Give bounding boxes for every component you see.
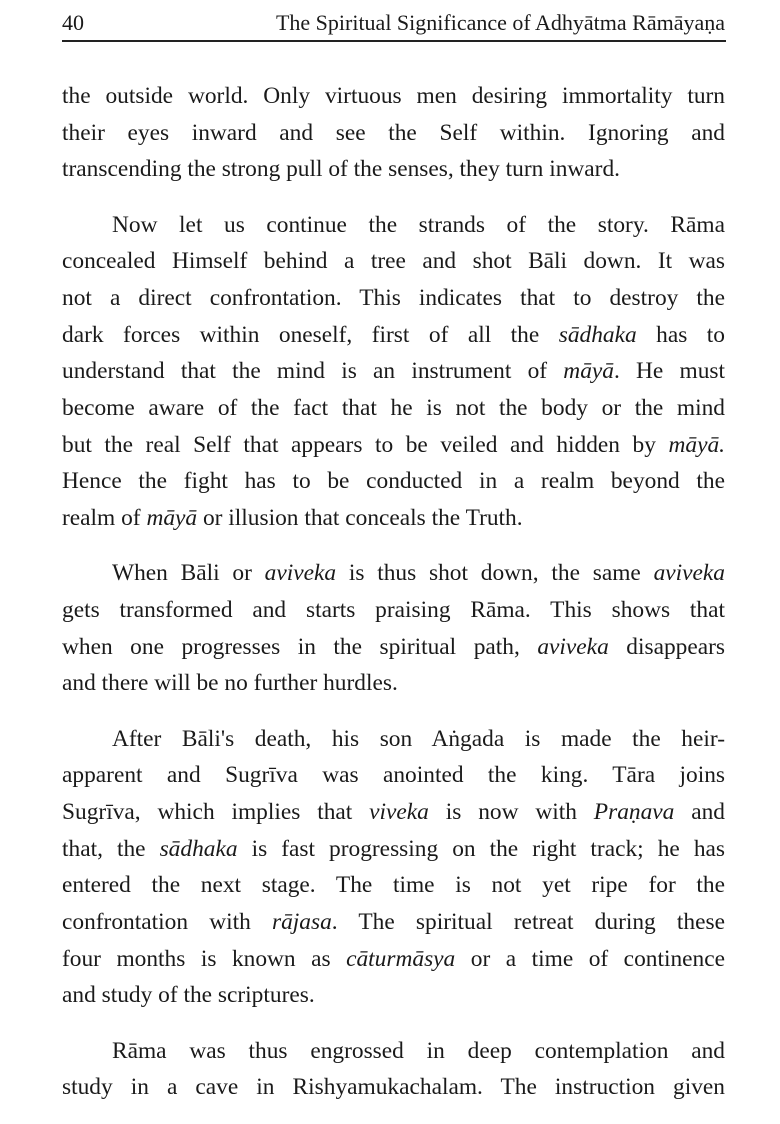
text-line <box>62 721 725 758</box>
text-line <box>62 207 725 244</box>
text-run: understand that the mind is an instrument of <box>62 358 564 385</box>
text-line <box>62 794 725 831</box>
italic-term: aviveka <box>653 560 725 587</box>
text-line <box>62 463 725 500</box>
text-run: their eyes inward and see the Self within. Ignoring and <box>62 119 725 146</box>
text-run: and study of the scriptures. <box>62 982 315 1009</box>
italic-term: māyā. <box>668 431 725 458</box>
text-line <box>62 831 725 868</box>
text-run: Hence the fight has to be conducted in a realm beyond the <box>62 468 725 495</box>
text-run: realm of <box>62 505 147 532</box>
text-run: entered the next stage. The time is not yet ripe for the <box>62 872 725 899</box>
book-title: The Spiritual Significance of Adhyātma Rāmāyaṇa <box>275 10 725 35</box>
text-run: or illusion that conceals the Truth. <box>197 505 523 532</box>
header-rule <box>62 40 726 42</box>
italic-term: sādhaka <box>558 321 637 348</box>
italic-term: viveka <box>369 798 429 825</box>
italic-term: sādhaka <box>159 835 238 862</box>
paragraph <box>62 721 725 1015</box>
text-line <box>62 629 725 666</box>
text-line <box>62 243 725 280</box>
text-run: Now let us continue the strands of the story. Rāma <box>112 211 725 238</box>
italic-term: cāturmāsya <box>346 945 456 972</box>
text-line <box>62 757 725 794</box>
text-line <box>62 904 725 941</box>
text-run: . He must <box>613 358 725 385</box>
text-run: concealed Himself behind a tree and shot Bāli down. It was <box>62 248 725 275</box>
text-run: Rāma was thus engrossed in deep contemplation and <box>112 1037 725 1064</box>
text-run: . The spiritual retreat during these <box>331 908 725 935</box>
text-line <box>62 390 725 427</box>
text-line <box>62 1033 725 1070</box>
text-line <box>62 1069 725 1106</box>
text-run: and there will be no further hurdles. <box>62 670 398 697</box>
text-run: is thus shot down, the same <box>336 560 654 587</box>
text-run: four months is known as <box>62 945 347 972</box>
text-run: or a time of continence <box>455 945 725 972</box>
text-run: Sugrīva, which implies that <box>62 798 370 825</box>
italic-term: Praṇava <box>593 798 675 825</box>
italic-term: aviveka <box>264 560 337 587</box>
paragraph <box>62 78 725 188</box>
text-run: gets transformed and starts praising Rāma. This shows that <box>62 596 725 623</box>
text-run: confrontation with <box>62 908 272 935</box>
text-run: disappears <box>608 633 725 660</box>
text-line <box>62 555 725 592</box>
text-run: but the real Self that appears to be veiled and hidden by <box>62 431 669 458</box>
text-run: study in a cave in Rishyamukachalam. The instruction given <box>62 1074 725 1101</box>
italic-term: māyā <box>146 505 198 532</box>
text-run: become aware of the fact that he is not the body or the mind <box>62 395 725 421</box>
text-run: is fast progressing on the right track; he has <box>237 835 725 862</box>
text-line <box>62 317 725 354</box>
text-run: not a direct confrontation. This indicates that to destroy the <box>62 284 725 311</box>
text-run: when one progresses in the spiritual path, <box>62 633 538 660</box>
text-line <box>62 592 725 629</box>
text-line <box>62 941 725 978</box>
italic-term: aviveka <box>537 633 609 660</box>
text-run: When Bāli or <box>112 560 265 587</box>
text-line <box>62 867 725 904</box>
text-line <box>62 78 725 115</box>
text-line <box>62 427 725 464</box>
paragraph <box>62 207 725 537</box>
text-line <box>62 353 725 390</box>
page-body <box>62 78 725 1124</box>
text-run: is now with <box>428 798 594 825</box>
italic-term: māyā <box>563 358 614 385</box>
text-line <box>62 280 725 317</box>
text-run: and <box>674 798 725 825</box>
paragraph <box>62 555 725 702</box>
paragraph <box>62 1033 725 1106</box>
text-run: transcending the strong pull of the senses, they turn inward. <box>62 156 621 183</box>
text-line <box>62 500 725 537</box>
text-run: that, the <box>62 835 160 862</box>
text-run: dark forces within oneself, first of all the <box>62 321 559 348</box>
text-run: apparent and Sugrīva was anointed the king. Tāra joins <box>62 762 725 789</box>
text-line <box>62 977 725 1014</box>
page-number: 40 <box>62 10 84 35</box>
text-run: has to <box>636 321 725 348</box>
text-line <box>62 665 725 702</box>
text-run: After Bāli's death, his son Aṅgada is made the heir- <box>112 725 725 752</box>
text-line <box>62 115 725 152</box>
italic-term: rājasa <box>271 908 332 935</box>
running-header <box>62 6 725 40</box>
text-line <box>62 151 725 188</box>
text-run: the outside world. Only virtuous men desiring immortality turn <box>62 83 725 109</box>
